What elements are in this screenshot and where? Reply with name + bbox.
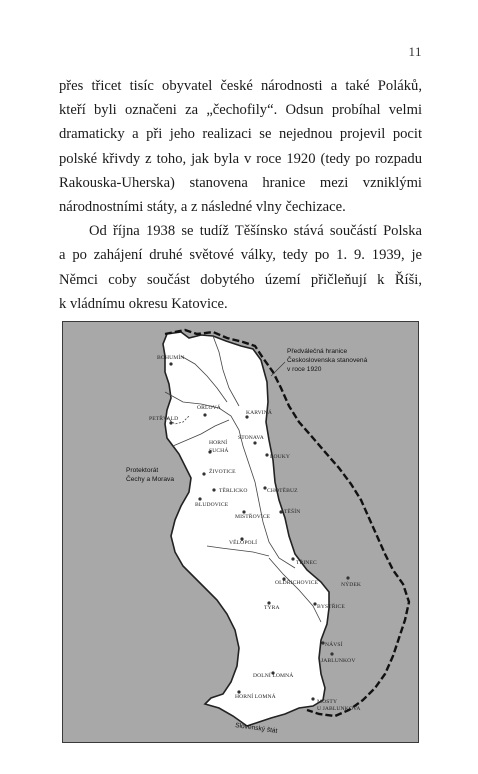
town-label-chotebuz: CHOTĚBUZ: [267, 488, 298, 494]
text-line: k vládnímu okresu Katovice.: [59, 295, 228, 312]
town-label-mosty: U JABLUNKOVA: [317, 706, 361, 712]
town-label-louky: LOUKY: [270, 454, 291, 460]
town-label-jablunkov: JABLUNKOV: [321, 658, 356, 664]
page-number: 11: [408, 44, 422, 59]
town-dot: [203, 413, 206, 416]
town-dot: [291, 557, 294, 560]
town-label-dolni-lomna: DOLNÍ LOMNÁ: [253, 673, 294, 679]
town-label-petrvald: PETŘVALD: [149, 416, 179, 422]
town-dot: [198, 497, 201, 500]
town-label-horni-sucha: HORNÍ: [209, 440, 228, 446]
town-label-velopoli: VĚLOPOLÍ: [229, 540, 258, 546]
legend-leader: [271, 362, 285, 376]
text-line: národnostními státy, a z následné vlny čechizace.: [59, 198, 346, 215]
text-line: Rakouska-Uherska) stanovena hranice mezi vzniklými: [59, 174, 422, 191]
town-label-tesin: TĚŠÍN: [284, 509, 301, 515]
town-label-mistrovice: MISTŘOVICE: [235, 514, 271, 520]
town-label-bohumin: BOHUMÍN: [157, 355, 185, 361]
text-line: polské křivdy z toho, jak byla v roce 1920 (tedy po rozpadu: [59, 150, 422, 167]
town-dot: [202, 472, 205, 475]
town-dot: [311, 697, 314, 700]
town-label-mosty: MOSTY: [317, 699, 338, 705]
town-dot: [169, 362, 172, 365]
town-dot: [253, 441, 256, 444]
body-text: [59, 74, 422, 316]
town-label-stonava: STONAVA: [238, 435, 264, 441]
town-dot: [212, 488, 215, 491]
text-line: kteří byli označeni za „čechofily“. Odsun probíhal velmi: [59, 102, 422, 119]
town-label-nydek: NÝDEK: [341, 582, 362, 588]
map-svg: [63, 322, 420, 744]
text-line: a po zahájení druhé světové války, tedy po 1. 9. 1939, je: [59, 247, 422, 264]
town-label-tyra: TYRA: [264, 605, 280, 611]
town-dot: [346, 576, 349, 579]
town-dot: [265, 453, 268, 456]
town-label-terlicko: TĚRLICKO: [219, 488, 248, 494]
text-line: Od října 1938 se tudíž Těšínsko stává součástí Polska: [89, 223, 422, 240]
region-label-protektorat: Čechy a Morava: [126, 476, 175, 483]
legend-text: Československa stanovená: [287, 357, 368, 364]
text-line: přes třicet tisíc obyvatel české národnosti a také Poláků,: [59, 78, 422, 94]
town-label-orlova: ORLOVÁ: [197, 405, 221, 411]
town-label-karvina: KARVINÁ: [246, 410, 273, 416]
text-line: dramaticky a při jeho realizaci se nejednou projevil pocit: [59, 126, 422, 143]
town-label-horni-lomna: HORNÍ LOMNÁ: [235, 694, 276, 700]
town-dot: [279, 510, 282, 513]
map-figure: [62, 321, 419, 743]
legend-text: Předválečná hranice: [287, 348, 348, 355]
town-label-bystrice: BYSTŘICE: [317, 604, 345, 610]
region-label-slovensky-stat: Slovenský štát: [234, 722, 278, 735]
region-area: [163, 332, 329, 726]
town-label-horni-sucha: SUCHÁ: [209, 448, 229, 454]
town-label-oldrichovice: OLDŘICHOVICE: [275, 580, 319, 586]
town-dot: [330, 652, 333, 655]
text-line: Němci coby součást dobytého území přičleňují k Říši,: [59, 271, 422, 288]
town-label-trinec: TŘINEC: [296, 560, 317, 566]
region-label-protektorat: Protektorát: [126, 467, 159, 474]
town-label-bludovice: BLUDOVICE: [195, 502, 229, 508]
legend-text: v roce 1920: [287, 366, 322, 373]
town-label-zivotice: ŽIVOTICE: [209, 469, 236, 475]
town-label-navsi: NÁVSÍ: [325, 642, 343, 648]
